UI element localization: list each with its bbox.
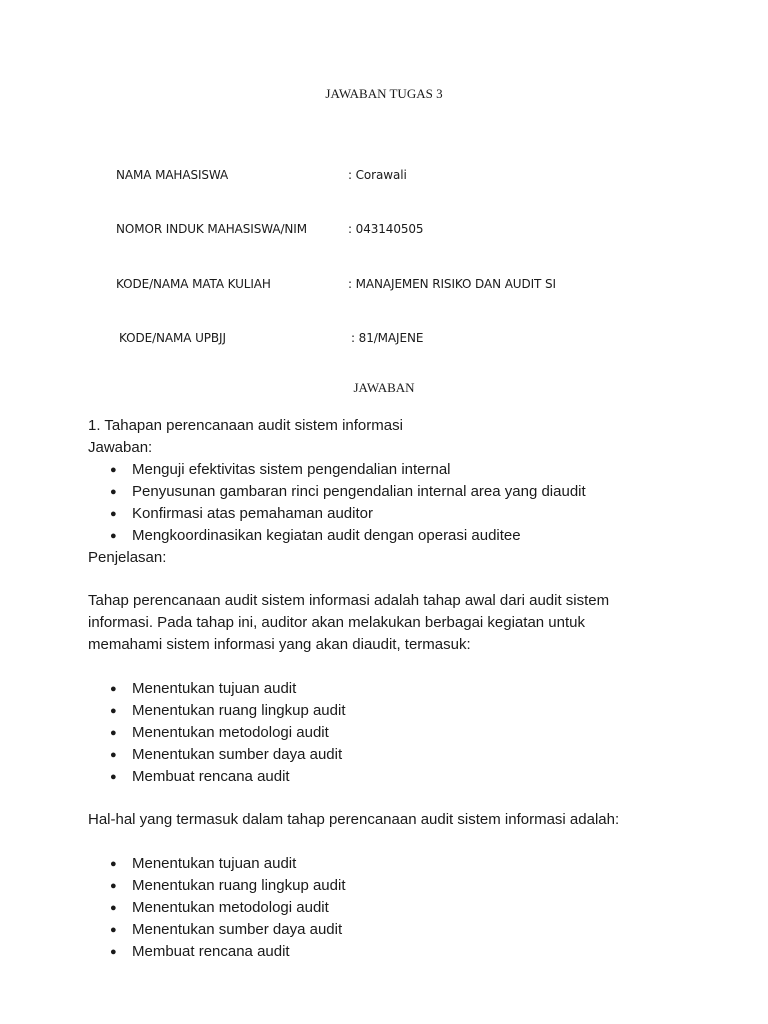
list-item: ● Mengkoordinasikan kegiatan audit dengan operasi auditee	[0, 525, 768, 547]
explanation-paragraph	[88, 590, 688, 656]
activity-list	[0, 678, 768, 788]
info-value: : Corawali	[348, 168, 407, 182]
paragraph-2: Hal-hal yang termasuk dalam tahap perencanaan audit sistem informasi adalah:	[88, 811, 620, 828]
list-item: ● Menguji efektivitas sistem pengendalian internal	[0, 459, 768, 481]
info-label: NAMA MAHASISWA	[116, 168, 229, 182]
list-item: ● Membuat rencana audit	[0, 766, 768, 788]
bullet-icon: ●	[110, 530, 117, 542]
bullet-icon: ●	[110, 946, 117, 958]
info-value: : 81/MAJENE	[351, 331, 424, 345]
paragraph-line: Tahap perencanaan audit sistem informasi adalah tahap awal dari audit sistem	[88, 592, 610, 609]
list-item: ● Menentukan tujuan audit	[0, 853, 768, 875]
scope-list	[0, 853, 768, 963]
bullet-icon: ●	[110, 880, 117, 892]
bullet-icon: ●	[110, 705, 117, 717]
paragraph-line: memahami sistem informasi yang akan diaudit, termasuk:	[88, 636, 471, 653]
bullet-icon: ●	[110, 924, 117, 936]
list-item: ● Menentukan tujuan audit	[0, 678, 768, 700]
list-item: ● Menentukan ruang lingkup audit	[0, 700, 768, 722]
section-subtitle: JAWABAN	[353, 380, 415, 395]
list-item: ● Membuat rencana audit	[0, 941, 768, 963]
bullet-icon: ●	[110, 508, 117, 520]
answer-list	[0, 459, 768, 547]
info-label: KODE/NAMA UPBJJ	[119, 331, 226, 345]
info-value: : 043140505	[348, 222, 424, 236]
list-item: ● Menentukan metodologi audit	[0, 722, 768, 744]
list-item: ● Penyusunan gambaran rinci pengendalian internal area yang diaudit	[0, 481, 768, 503]
question-heading: 1. Tahapan perencanaan audit sistem informasi	[88, 417, 403, 434]
paragraph-line: informasi. Pada tahap ini, auditor akan melakukan berbagai kegiatan untuk	[88, 614, 585, 631]
answer-label: Jawaban:	[88, 439, 153, 456]
bullet-icon: ●	[110, 771, 117, 783]
bullet-icon: ●	[110, 727, 117, 739]
bullet-icon: ●	[110, 683, 117, 695]
list-item: ● Konfirmasi atas pemahaman auditor	[0, 503, 768, 525]
list-item: ● Menentukan metodologi audit	[0, 897, 768, 919]
bullet-icon: ●	[110, 486, 117, 498]
bullet-icon: ●	[110, 902, 117, 914]
document-title: JAWABAN TUGAS 3	[325, 86, 443, 101]
list-item: ● Menentukan ruang lingkup audit	[0, 875, 768, 897]
explanation-label: Penjelasan:	[88, 549, 167, 566]
info-label: KODE/NAMA MATA KULIAH	[116, 277, 271, 291]
bullet-icon: ●	[110, 858, 117, 870]
list-item: ● Menentukan sumber daya audit	[0, 919, 768, 941]
bullet-icon: ●	[110, 464, 117, 476]
list-item: ● Menentukan sumber daya audit	[0, 744, 768, 766]
info-value: : MANAJEMEN RISIKO DAN AUDIT SI	[348, 277, 556, 291]
info-label: NOMOR INDUK MAHASISWA/NIM	[116, 222, 307, 236]
bullet-icon: ●	[110, 749, 117, 761]
